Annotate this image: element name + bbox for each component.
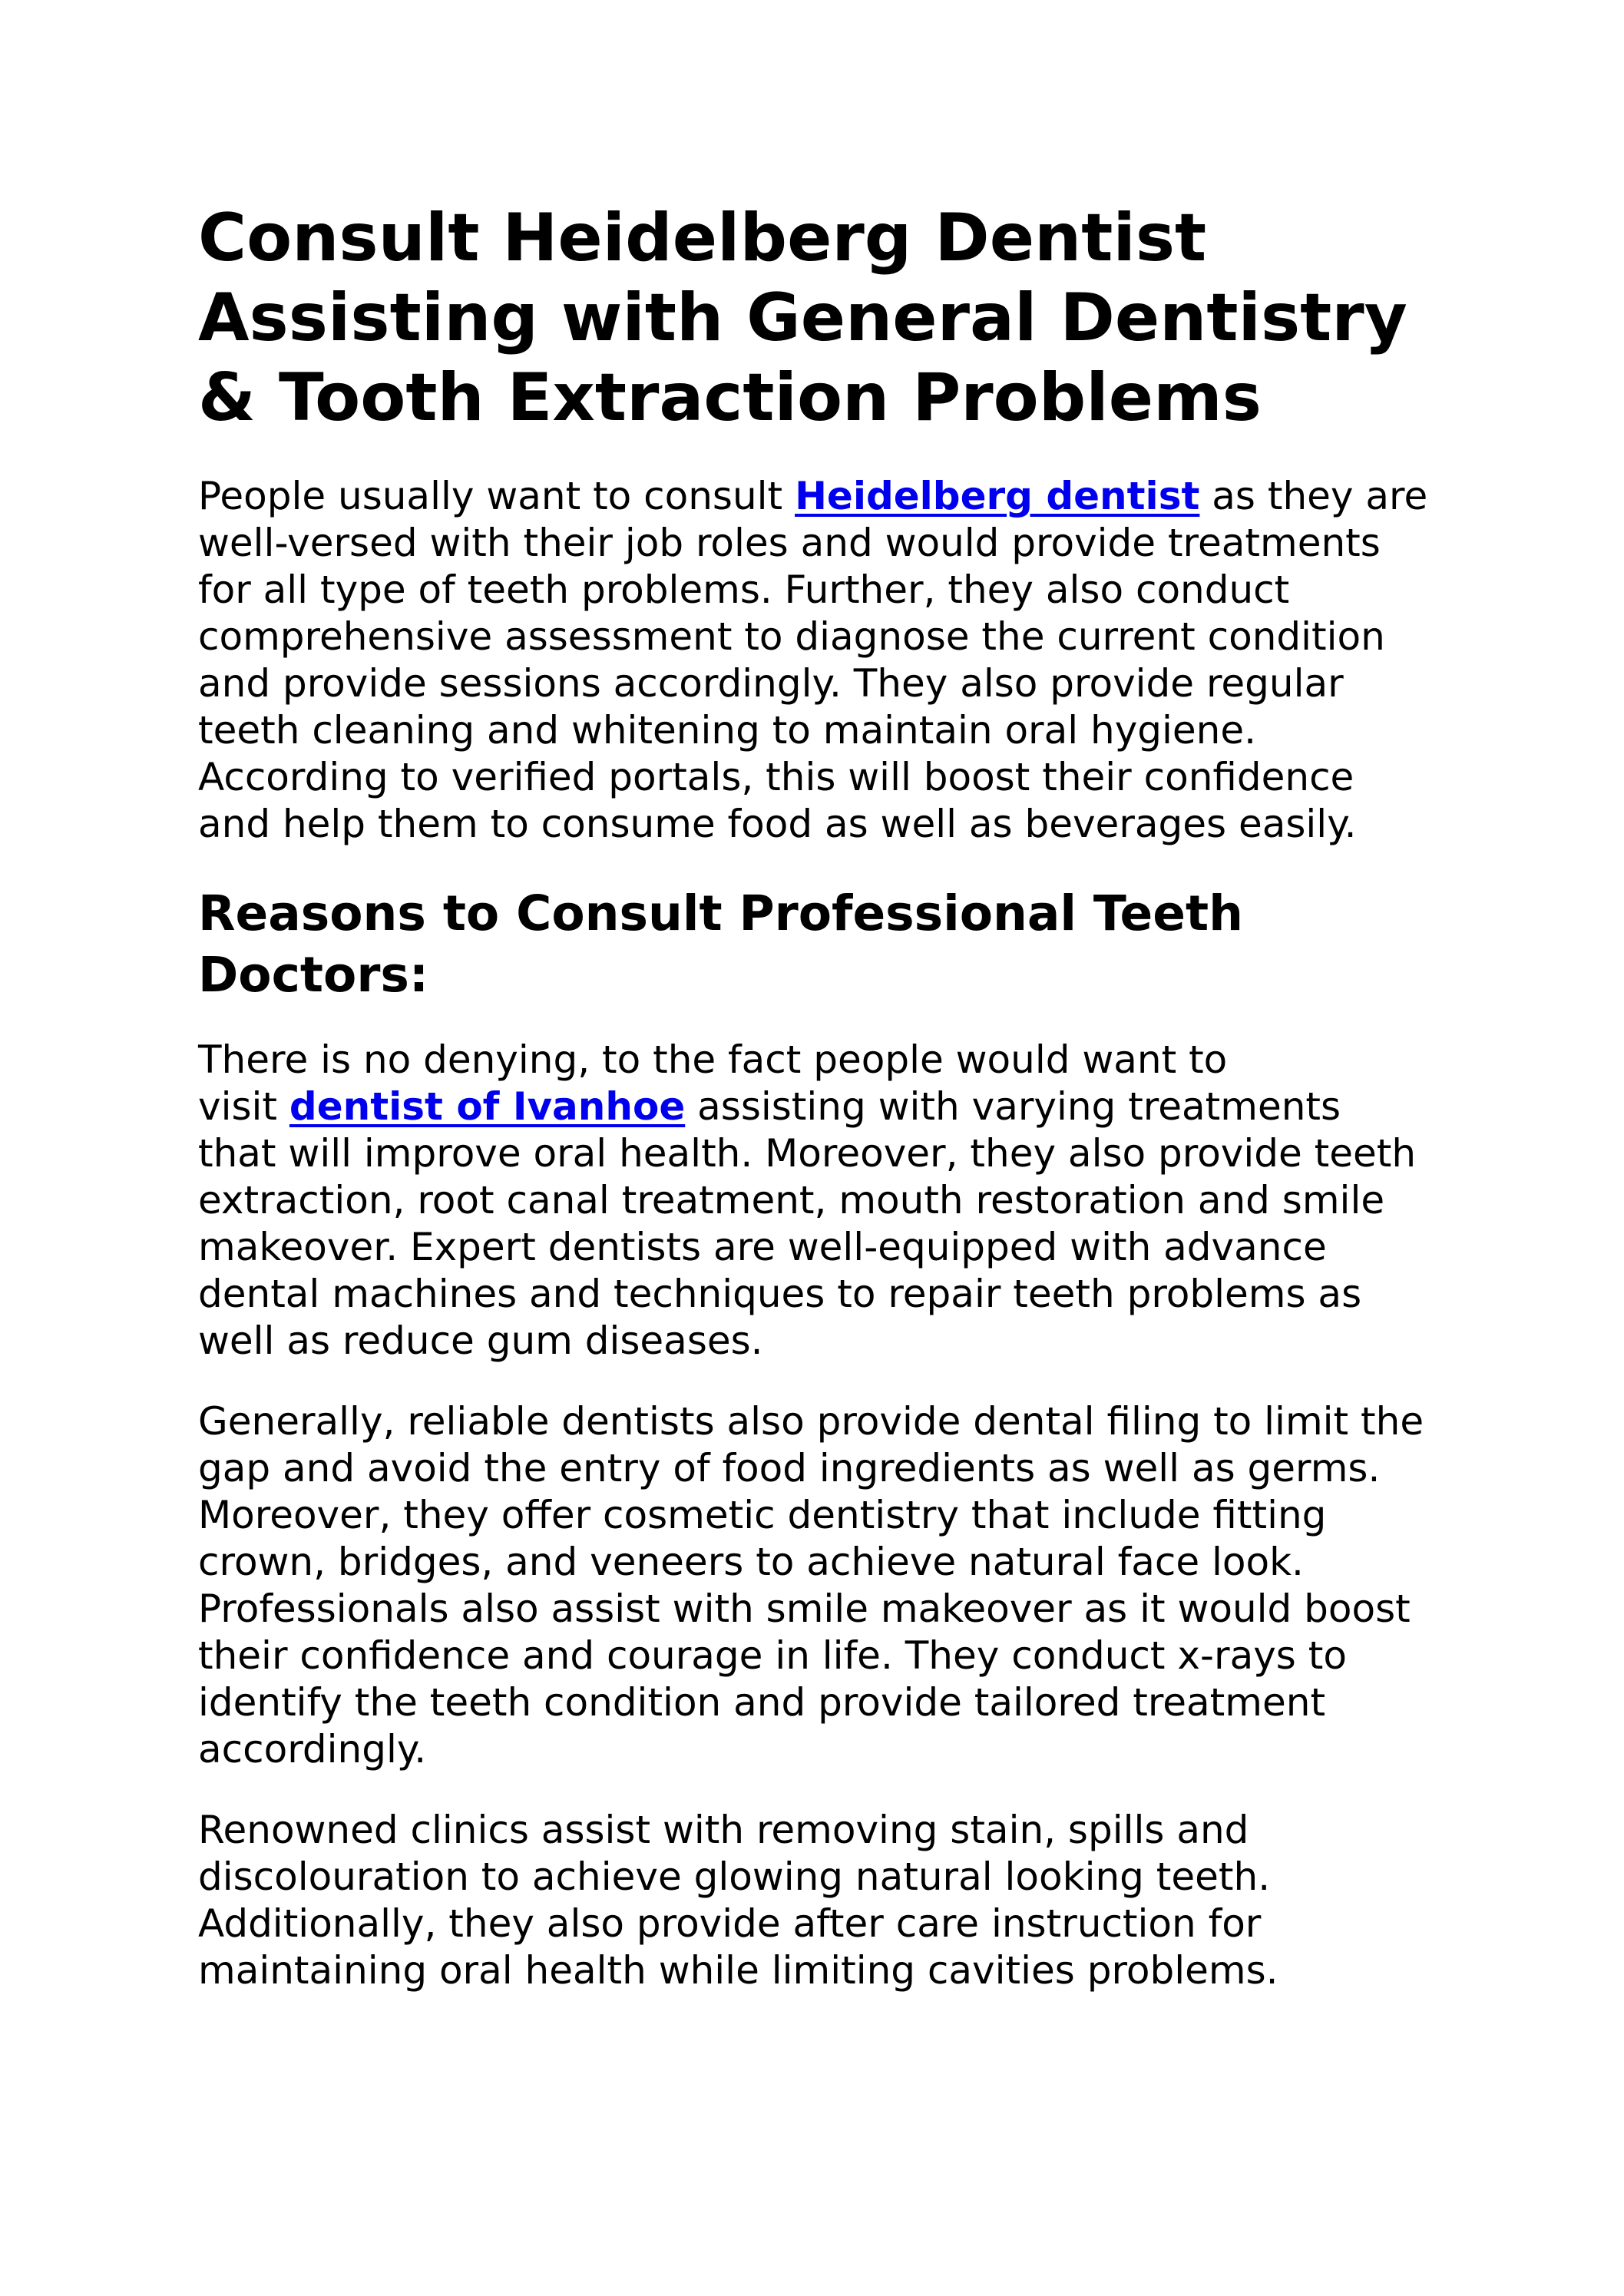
text-line: that will improve oral health. Moreover, they also provide teeth bbox=[198, 1131, 1417, 1176]
text-line: accordingly. bbox=[198, 1727, 427, 1772]
body-paragraph bbox=[198, 1037, 1457, 1365]
text-line: There is no denying, to the fact people would want to bbox=[198, 1037, 1228, 1082]
text-line: Renowned clinics assist with removing stain, spills and bbox=[198, 1808, 1249, 1852]
text-line: crown, bridges, and veneers to achieve natural face look. bbox=[198, 1540, 1304, 1584]
body-paragraph bbox=[198, 1398, 1457, 1773]
text-line: teeth cleaning and whitening to maintain oral hygiene. bbox=[198, 708, 1257, 753]
title-line: & Tooth Extraction Problems bbox=[198, 359, 1262, 436]
text-run: People usually want to consult bbox=[198, 474, 795, 518]
section-heading bbox=[198, 883, 1457, 1006]
document-body bbox=[198, 198, 1457, 1994]
text-line: According to verified portals, this will boost their confidence bbox=[198, 755, 1354, 799]
heidelberg-dentist-link[interactable]: Heidelberg dentist bbox=[795, 474, 1200, 518]
text-line: dental machines and techniques to repair teeth problems as bbox=[198, 1272, 1362, 1316]
text-line bbox=[198, 473, 1457, 520]
dentist-of-ivanhoe-link[interactable]: dentist of Ivanhoe bbox=[289, 1084, 686, 1129]
text-line: makeover. Expert dentists are well-equipped with advance bbox=[198, 1225, 1327, 1269]
text-line: their confidence and courage in life. They conduct x-rays to bbox=[198, 1633, 1347, 1678]
body-paragraph bbox=[198, 1807, 1457, 1994]
text-line: identify the teeth condition and provide tailored treatment bbox=[198, 1680, 1326, 1725]
text-line: and help them to consume food as well as beverages easily. bbox=[198, 802, 1357, 846]
intro-paragraph bbox=[198, 473, 1457, 848]
text-line: Generally, reliable dentists also provide dental filing to limit the bbox=[198, 1399, 1424, 1444]
text-line bbox=[198, 1083, 1457, 1130]
text-line: well-versed with their job roles and would provide treatments bbox=[198, 521, 1381, 565]
text-line: Moreover, they offer cosmetic dentistry that include fitting bbox=[198, 1493, 1327, 1537]
text-run: assisting with varying treatments bbox=[685, 1084, 1341, 1129]
text-line: Professionals also assist with smile makeover as it would boost bbox=[198, 1586, 1411, 1631]
text-line: for all type of teeth problems. Further, they also conduct bbox=[198, 567, 1290, 612]
text-line: extraction, root canal treatment, mouth restoration and smile bbox=[198, 1178, 1385, 1222]
text-line: Additionally, they also provide after care instruction for bbox=[198, 1901, 1262, 1946]
text-line: discolouration to achieve glowing natural looking teeth. bbox=[198, 1854, 1271, 1899]
text-line: well as reduce gum diseases. bbox=[198, 1318, 763, 1363]
text-line: gap and avoid the entry of food ingredients as well as germs. bbox=[198, 1446, 1381, 1490]
title-line: Consult Heidelberg Dentist bbox=[198, 200, 1207, 276]
heading-line: Doctors: bbox=[198, 947, 429, 1003]
text-line: and provide sessions accordingly. They also provide regular bbox=[198, 661, 1344, 706]
text-run: visit bbox=[198, 1084, 289, 1129]
text-line: comprehensive assessment to diagnose the current condition bbox=[198, 614, 1385, 659]
text-line: maintaining oral health while limiting cavities problems. bbox=[198, 1948, 1278, 1993]
page-title bbox=[198, 198, 1457, 438]
heading-line: Reasons to Consult Professional Teeth bbox=[198, 885, 1243, 941]
text-run: as they are bbox=[1199, 474, 1428, 518]
title-line: Assisting with General Dentistry bbox=[198, 280, 1407, 356]
